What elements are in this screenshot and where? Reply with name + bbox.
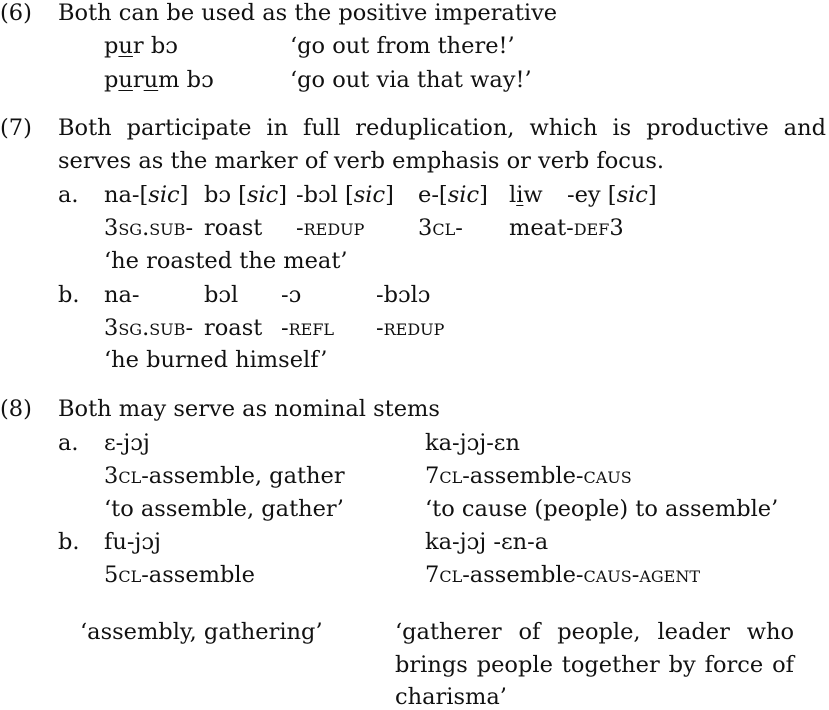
gloss: 3cl- [418,215,463,241]
gloss: 7cl-assemble-caus-agent [425,562,701,588]
form: ka-jɔj-ɛn [425,430,520,456]
gloss: -refl [281,315,335,341]
gloss: 3cl-assemble, gather [104,463,345,489]
translation: ‘to cause (people) to assemble’ [425,496,779,522]
gloss: 3sg.sub- [104,315,194,341]
gloss: meat-def3 [509,215,624,241]
gloss: roast [204,315,263,341]
example-number: (8) [0,396,32,422]
example-heading: Both can be used as the positive imperative [58,0,558,26]
form: fu-jɔj [104,529,161,555]
sub-example-label: b. [58,529,80,555]
translation: ‘assembly, gathering’ [80,619,323,645]
sub-example-label: a. [58,430,79,456]
translation: ‘go out from there!’ [290,33,515,59]
example-heading-line-2: serves as the marker of verb emphasis or verb focus. [58,148,665,174]
morpheme: bɔ [sic] [204,182,288,208]
translation-line-2: brings people together by force of [395,652,794,678]
gloss: roast [204,215,263,241]
morpheme: -ey [sic] [567,182,657,208]
form: pur bɔ [104,33,178,59]
gloss: 5cl-assemble [104,562,255,588]
translation: ‘he burned himself’ [104,347,328,373]
example-number: (6) [0,0,32,26]
translation: ‘go out via that way!’ [290,67,532,93]
gloss: -redup [376,315,445,341]
form: ka-jɔj -ɛn-a [425,529,549,555]
gloss: 7cl-assemble-caus [425,463,632,489]
form: purum bɔ [104,67,214,93]
gloss: -redup [296,215,365,241]
morpheme: liw [509,182,543,208]
translation-line-3: charisma’ [395,684,507,710]
example-heading: Both may serve as nominal stems [58,396,440,422]
form: ɛ-jɔj [104,430,150,456]
morpheme: -bɔlɔ [376,282,431,308]
translation: ‘to assemble, gather’ [104,496,344,522]
morpheme: na-[sic] [104,182,189,208]
sub-example-label: b. [58,282,80,308]
morpheme: -ɔ [281,282,302,308]
morpheme: bɔl [204,282,239,308]
gloss: 3sg.sub- [104,215,194,241]
translation: ‘he roasted the meat’ [104,248,348,274]
sub-example-label: a. [58,182,79,208]
translation-line-1: ‘gatherer of people, leader who [395,619,794,645]
example-heading-line-1: Both participate in full reduplication, which is productive and [58,115,826,141]
morpheme: -bɔl [sic] [296,182,394,208]
morpheme: e-[sic] [418,182,488,208]
morpheme: na- [104,282,140,308]
example-number: (7) [0,115,32,141]
